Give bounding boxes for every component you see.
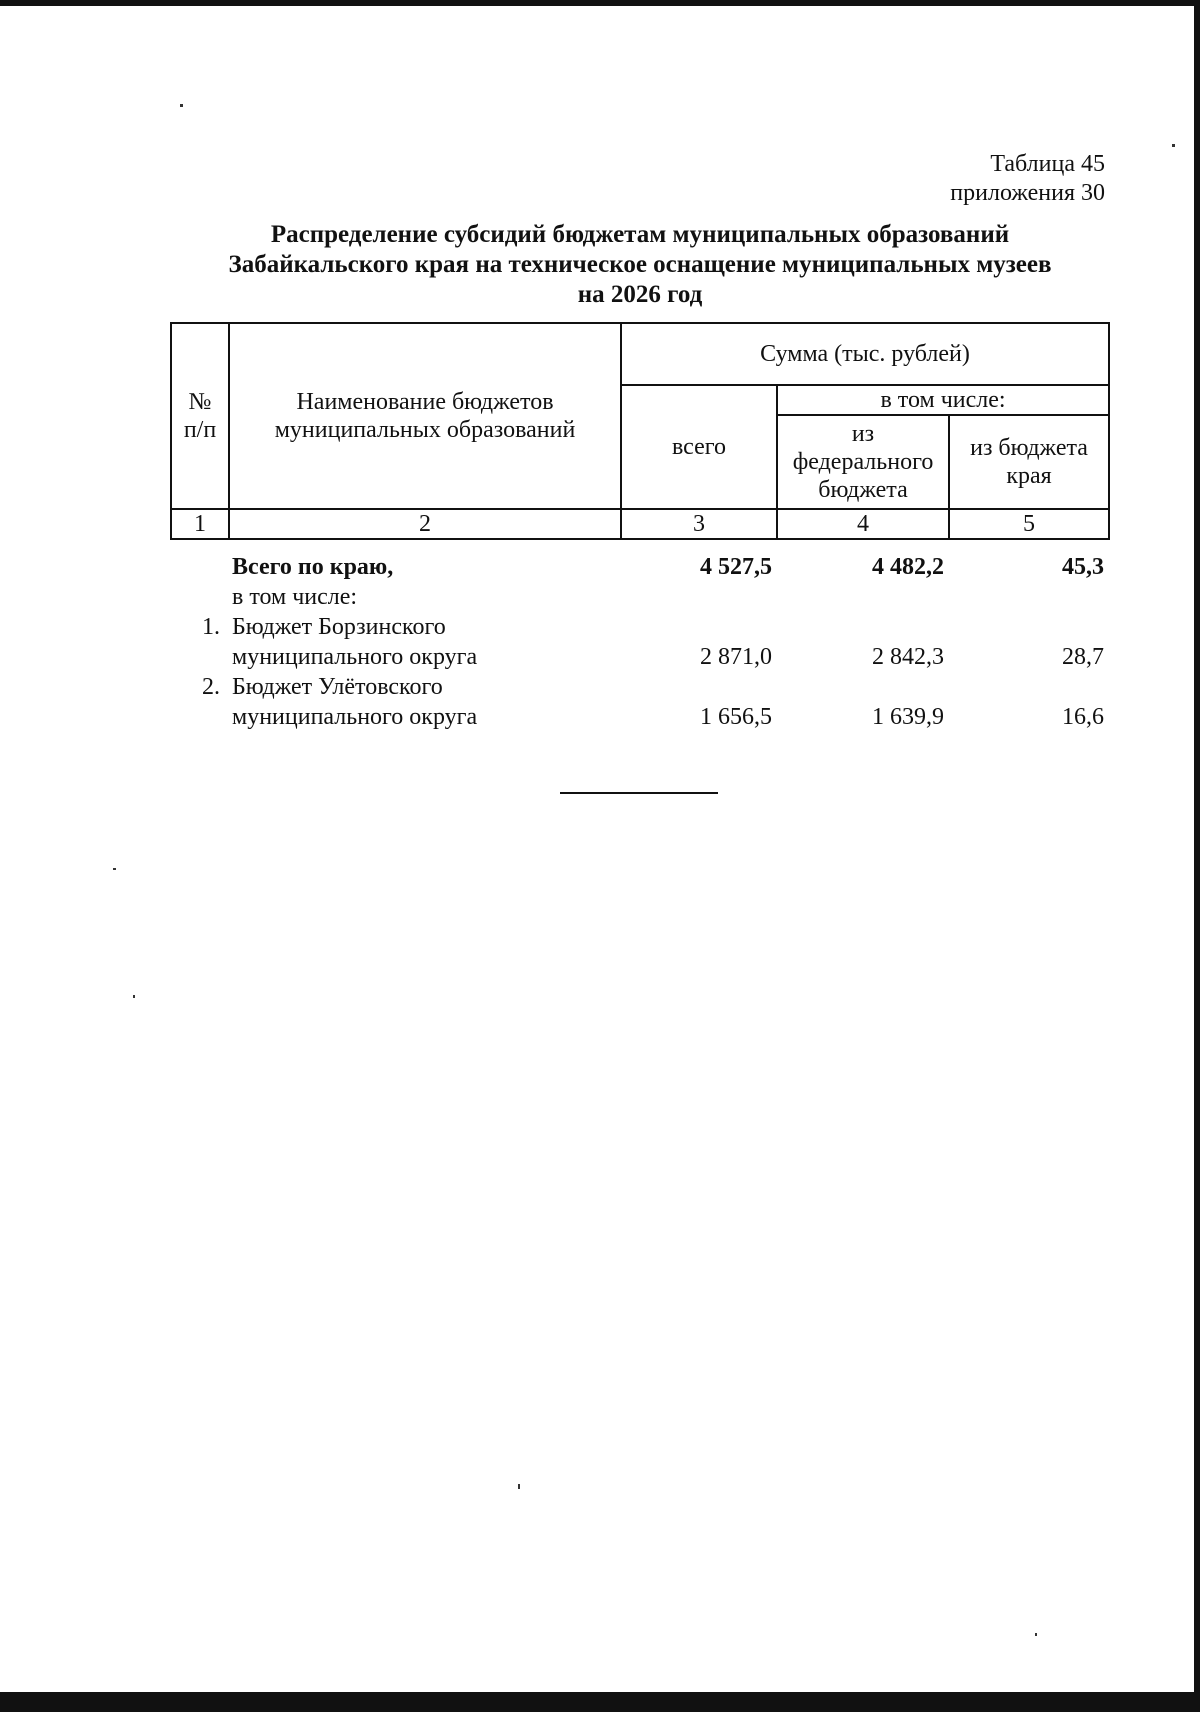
row-federal: 2 842,3 bbox=[872, 644, 944, 670]
scan-speck bbox=[518, 1484, 520, 1489]
scan-speck bbox=[113, 868, 116, 870]
scan-speck bbox=[1035, 1633, 1037, 1636]
header-total: всего bbox=[621, 385, 777, 509]
title-line-3: на 2026 год bbox=[577, 281, 703, 308]
table-row bbox=[170, 642, 1108, 672]
table-row bbox=[170, 672, 1108, 702]
table-header bbox=[170, 322, 1110, 540]
header-budget-name: Наименование бюджетов муниципальных образований bbox=[229, 323, 621, 509]
column-number: 3 bbox=[621, 509, 777, 539]
header-including: в том числе: bbox=[777, 385, 1109, 415]
row-index: 2. bbox=[202, 674, 220, 700]
column-number: 4 bbox=[777, 509, 949, 539]
row-total: 1 656,5 bbox=[700, 704, 772, 730]
row-federal: 1 639,9 bbox=[872, 704, 944, 730]
table-body bbox=[170, 552, 1108, 732]
table-row bbox=[170, 702, 1108, 732]
end-of-table-line bbox=[560, 792, 718, 794]
table-number: Таблица 45 bbox=[990, 151, 1105, 177]
document-title bbox=[170, 220, 1110, 310]
total-sum: 4 527,5 bbox=[700, 554, 772, 580]
header-federal: из федерального бюджета bbox=[777, 415, 949, 509]
row-name-line-2: муниципального округа bbox=[232, 644, 478, 670]
title-line-2: Забайкальского края на техническое оснащение муниципальных музеев bbox=[228, 251, 1052, 278]
subtitle-row bbox=[170, 582, 1108, 612]
column-number: 1 bbox=[171, 509, 229, 539]
appendix-number: приложения 30 bbox=[950, 180, 1105, 206]
scan-speck bbox=[1172, 144, 1175, 147]
scan-border-right bbox=[1194, 0, 1200, 1712]
header-sum: Сумма (тыс. рублей) bbox=[621, 323, 1109, 385]
total-row bbox=[170, 552, 1108, 582]
scan-speck bbox=[180, 104, 183, 107]
row-total: 2 871,0 bbox=[700, 644, 772, 670]
row-name-line-1: Бюджет Борзинского bbox=[232, 614, 446, 640]
column-number: 5 bbox=[949, 509, 1109, 539]
table-reference bbox=[950, 150, 1105, 208]
table-row bbox=[170, 612, 1108, 642]
scan-border-bottom bbox=[0, 1692, 1200, 1712]
row-index: 1. bbox=[202, 614, 220, 640]
header-regional: из бюджета края bbox=[949, 415, 1109, 509]
row-regional: 28,7 bbox=[1062, 644, 1104, 670]
total-regional: 45,3 bbox=[1062, 554, 1104, 580]
header-row-number: № п/п bbox=[171, 323, 229, 509]
title-line-1: Распределение субсидий бюджетам муниципальных образований bbox=[270, 221, 1010, 248]
including-label: в том числе: bbox=[232, 584, 358, 610]
scan-speck bbox=[133, 995, 135, 998]
column-number: 2 bbox=[229, 509, 621, 539]
row-regional: 16,6 bbox=[1062, 704, 1104, 730]
row-name-line-1: Бюджет Улётовского bbox=[232, 674, 443, 700]
row-name-line-2: муниципального округа bbox=[232, 704, 478, 730]
total-federal: 4 482,2 bbox=[872, 554, 944, 580]
scan-border-top bbox=[0, 0, 1200, 6]
total-label: Всего по краю, bbox=[232, 554, 394, 580]
